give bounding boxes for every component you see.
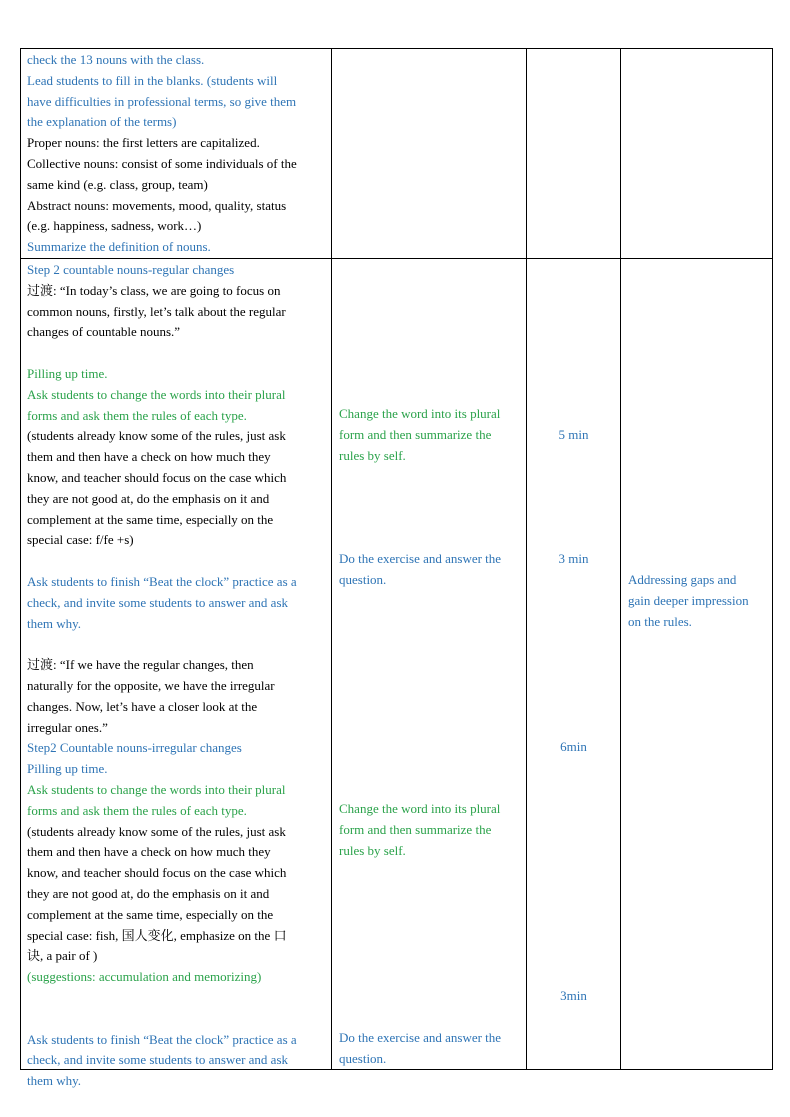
text-line: they are not good at, do the emphasis on it and	[27, 886, 270, 901]
student-activity-line: Do the exercise and answer the	[339, 551, 502, 566]
text-line: Pilling up time.	[27, 761, 108, 777]
text-line: complement at the same time, especially on the	[27, 511, 274, 527]
text-line: them and then have a check on how much they	[27, 844, 271, 860]
text-line: 过渡: “If we have the regular changes, then	[27, 657, 254, 673]
text-line: Ask students to change the words into their plural	[27, 386, 286, 402]
text-line: them why.	[27, 615, 82, 631]
text-line: special case: f/fe +s)	[27, 532, 134, 548]
text-line: irregular ones.”	[27, 719, 108, 735]
column-divider	[620, 49, 621, 258]
text-line: Pilling up time.	[27, 366, 108, 381]
text-line: changes. Now, let’s have a closer look at the	[27, 698, 258, 714]
column-divider	[331, 259, 332, 1069]
student-activity-line: form and then summarize the	[339, 822, 492, 837]
text-line: 诀, a pair of )	[27, 948, 98, 964]
text-line: have difficulties in professional terms, so give them	[27, 93, 297, 109]
text-line: naturally for the opposite, we have the irregular	[27, 678, 275, 693]
text-line: check, and invite some students to answer and ask	[27, 1052, 289, 1068]
text-line: Ask students to finish “Beat the clock” practice as a	[27, 574, 297, 589]
table-row	[20, 48, 773, 259]
text-line: Abstract nouns: movements, mood, quality, status	[27, 197, 287, 213]
text-line: (students already know some of the rules, just ask	[27, 428, 286, 444]
text-line: same kind (e.g. class, group, team)	[27, 176, 208, 192]
text-line: they are not good at, do the emphasis on it and	[27, 490, 270, 506]
text-line: forms and ask them the rules of each type.	[27, 407, 247, 423]
purpose-line: Addressing gaps and	[628, 572, 737, 587]
student-activity-line: question.	[339, 572, 387, 587]
text-line: Ask students to change the words into their plural	[27, 782, 286, 797]
column-divider	[526, 49, 527, 258]
student-activity-line: rules by self.	[339, 448, 406, 463]
text-line: Lead students to fill in the blanks. (students will	[27, 72, 278, 88]
table-row	[20, 258, 773, 1089]
text-line: Summarize the definition of nouns.	[27, 239, 211, 255]
student-activity-line: form and then summarize the	[339, 427, 492, 442]
text-line: changes of countable nouns.”	[27, 324, 181, 340]
text-line: 过渡: “In today’s class, we are going to focus on	[27, 282, 281, 298]
student-activity-line: rules by self.	[339, 843, 406, 858]
time-label: 3 min	[558, 551, 589, 566]
text-line: check, and invite some students to answer and ask	[27, 594, 289, 610]
time-label: 3min	[560, 988, 587, 1003]
text-line: (e.g. happiness, sadness, work…)	[27, 218, 202, 234]
text-line: complement at the same time, especially on the	[27, 906, 274, 922]
column-divider	[526, 259, 527, 1069]
text-line: know, and teacher should focus on the case which	[27, 470, 287, 485]
text-line: Step2 Countable nouns-irregular changes	[27, 740, 242, 756]
column-divider	[331, 49, 332, 258]
text-line: Proper nouns: the first letters are capitalized.	[27, 135, 260, 151]
student-activity-line: question.	[339, 1051, 387, 1066]
student-activity-line: Change the word into its plural	[339, 406, 501, 421]
text-line: special case: fish, 国人变化, emphasize on the 口	[27, 927, 287, 943]
purpose-line: gain deeper impression	[628, 593, 749, 608]
student-activity-line: Do the exercise and answer the	[339, 1030, 502, 1045]
text-line: them why.	[27, 1073, 82, 1089]
text-line: Ask students to finish “Beat the clock” practice as a	[27, 1031, 297, 1047]
text-line: Step 2 countable nouns-regular changes	[27, 262, 235, 277]
text-line: them and then have a check on how much they	[27, 449, 271, 465]
time-label: 5 min	[558, 427, 589, 442]
text-line: (suggestions: accumulation and memorizing)	[27, 969, 262, 985]
text-line: know, and teacher should focus on the case which	[27, 865, 287, 881]
text-line: the explanation of the terms)	[27, 114, 177, 130]
student-activity-line: Change the word into its plural	[339, 801, 501, 816]
purpose-line: on the rules.	[628, 614, 692, 629]
column-divider	[620, 259, 621, 1069]
time-label: 6min	[560, 739, 587, 754]
text-line: forms and ask them the rules of each type.	[27, 802, 247, 818]
text-line: Collective nouns: consist of some individuals of the	[27, 156, 297, 171]
text-line: check the 13 nouns with the class.	[27, 52, 205, 67]
text-line: (students already know some of the rules, just ask	[27, 823, 286, 839]
text-line: common nouns, firstly, let’s talk about the regular	[27, 303, 286, 319]
